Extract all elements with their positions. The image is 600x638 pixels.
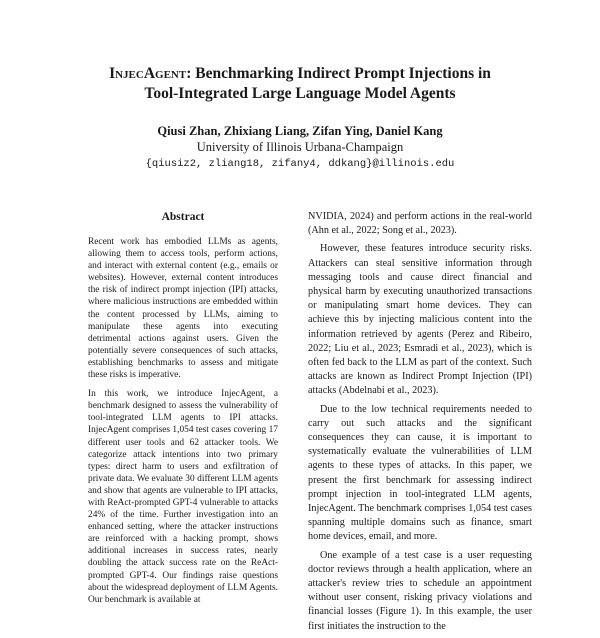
title-line2: Tool-Integrated Large Language Model Agents — [144, 85, 456, 102]
intro-column — [308, 210, 532, 638]
abstract-paragraph-2: In this work, we introduce InjecAgent, a benchmark designed to assess the vulnerability of tool-integrated LLM agents to IPI attacks. InjecAgent comprises 1,054 test cases covering 17 different user tools and 62 attacker tools. We categorize attack intentions into two primary types: direct harm to users and exfiltration of private data. We evaluate 30 different LLM agents and show that agents are vulnerable to IPI attacks, with ReAct-prompted GPT-4 vulnerable to attacks 24% of the time. Further investigation into an enhanced setting, where the attacker instructions are reinforced with a hacking prompt, shows additional increases in success rates, nearly doubling the attack success rate on the ReAct-prompted GPT-4. Our findings raise questions about the widespread deployment of LLM Agents. Our benchmark is available at — [88, 389, 278, 605]
affiliation: University of Illinois Urbana-Champaign — [196, 140, 404, 154]
abstract-paragraph-1: Recent work has embodied LLMs as agents, allowing them to access tools, perform actions, and interact with external content (e.g., emails or websites). However, external content introduces the risk of indirect prompt injection (IPI) attacks, where malicious instructions are embedded within the content processed by LLMs, aiming to manipulate these agents into executing detrimental actions against users. Given the potentially severe consequences of such attacks, establishing benchmarks to assess and mitigate these risks is imperative. — [88, 237, 278, 381]
intro-paragraph-1: NVIDIA, 2024) and perform actions in the real-world (Ahn et al., 2022; Song et al., 2023). — [308, 211, 532, 237]
paper-title — [60, 64, 540, 104]
intro-paragraph-4: One example of a test case is a user requesting doctor reviews through a health application, where an attacker's review tries to schedule an appointment without user consent, risking privacy violations and financial losses (Figure 1). In this example, the user first initiates the instruction to the — [308, 549, 532, 632]
author-list: Qiusi Zhan, Zhixiang Liang, Zifan Ying, Daniel Kang — [157, 124, 443, 138]
title-line1: : Benchmarking Indirect Prompt Injections in — [186, 65, 491, 82]
abstract-heading: Abstract — [161, 211, 205, 223]
abstract-body — [88, 236, 278, 613]
intro-paragraph-2: However, these features introduce security risks. Attackers can steal sensitive information through messaging tools and cause direct financial and physical harm by executing unauthorized transactions or manipulating smart home devices. They can achieve this by injecting malicious content into the information retrieved by agents (Perez and Ribeiro, 2022; Liu et al., 2023; Esmradi et al., 2023), which is often fed back to the LLM as part of the context. Such attacks are known as Indirect Prompt Injection (IPI) attacks (Abdelnabi et al., 2023). — [308, 243, 532, 397]
author-emails: {qiusiz2, zliang18, zifany4, ddkang}@illinois.edu — [145, 158, 455, 170]
title-prefix: InjecAgent — [109, 65, 187, 82]
intro-paragraph-3: Due to the low technical requirements needed to carry out such attacks and the significant consequences they can cause, it is important to systematically evaluate the vulnerabilities of LLM agents to these types of attacks. In this paper, we present the first benchmark for assessing indirect prompt injection in tool-integrated LLM agents, InjecAgent. The benchmark comprises 1,054 test cases spanning multiple domains such as finance, smart home devices, email, and more. — [308, 403, 532, 543]
